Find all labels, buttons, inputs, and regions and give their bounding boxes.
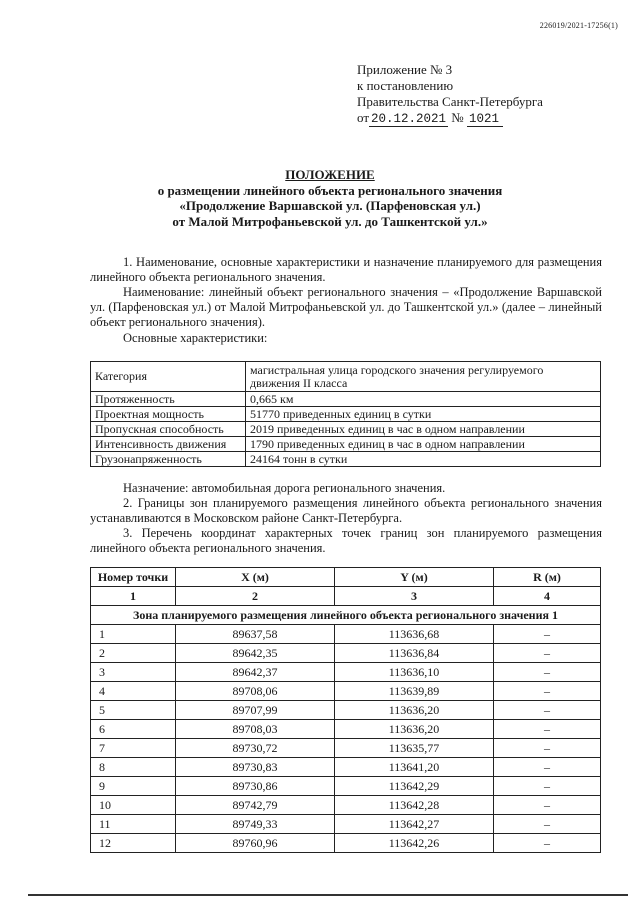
appendix-line-1: Приложение № 3 [357, 62, 453, 77]
coordinate-row [91, 796, 601, 815]
characteristic-label: Интенсивность движения [91, 437, 246, 452]
colnum-1: 1 [91, 587, 176, 606]
decree-number: 1021 [467, 112, 503, 127]
characteristics-label: Основные характеристики: [123, 331, 268, 345]
zone-row [91, 606, 601, 625]
y-value: 113635,77 [335, 739, 494, 758]
section-2-text: 2. Границы зон планируемого размещения линейного объекта регионального значения устанавливаются в Московском районе Санкт-Петербурга. [90, 496, 602, 525]
point-number: 2 [91, 644, 176, 663]
x-value: 89708,06 [176, 682, 335, 701]
characteristic-value: 24164 тонн в сутки [246, 452, 601, 467]
y-value: 113641,20 [335, 758, 494, 777]
y-value: 113636,20 [335, 701, 494, 720]
section-3-text: 3. Перечень координат характерных точек границ зон планируемого размещения линейного объекта регионального значения. [90, 526, 602, 555]
point-number: 5 [91, 701, 176, 720]
r-value: – [494, 815, 601, 834]
x-value: 89708,03 [176, 720, 335, 739]
y-value: 113642,26 [335, 834, 494, 853]
y-value: 113636,10 [335, 663, 494, 682]
r-value: – [494, 663, 601, 682]
coordinate-row [91, 834, 601, 853]
r-value: – [494, 625, 601, 644]
coordinate-row [91, 663, 601, 682]
x-value: 89749,33 [176, 815, 335, 834]
coordinates-table [90, 567, 601, 853]
point-number: 3 [91, 663, 176, 682]
date-prefix: от [357, 110, 370, 125]
coordinate-row [91, 682, 601, 701]
y-value: 113642,29 [335, 777, 494, 796]
title-line-3: от Малой Митрофаньевской ул. до Ташкентской ул.» [172, 213, 488, 229]
r-value: – [494, 739, 601, 758]
point-number: 11 [91, 815, 176, 834]
characteristic-row [91, 422, 601, 437]
page-bottom-rule [28, 894, 628, 896]
characteristic-label: Грузонапряженность [91, 452, 246, 467]
point-number: 1 [91, 625, 176, 644]
r-value: – [494, 777, 601, 796]
characteristic-value: 0,665 км [246, 392, 601, 407]
characteristic-label: Категория [91, 362, 246, 392]
x-value: 89707,99 [176, 701, 335, 720]
coords-header-row [91, 568, 601, 587]
r-value: – [494, 834, 601, 853]
characteristic-row [91, 407, 601, 422]
y-value: 113636,68 [335, 625, 494, 644]
point-number: 10 [91, 796, 176, 815]
x-value: 89642,37 [176, 663, 335, 682]
coordinate-row [91, 777, 601, 796]
number-prefix: № [451, 110, 464, 125]
characteristic-row [91, 452, 601, 467]
point-number: 9 [91, 777, 176, 796]
r-value: – [494, 758, 601, 777]
r-value: – [494, 701, 601, 720]
characteristics-table [90, 361, 601, 467]
x-value: 89642,35 [176, 644, 335, 663]
characteristic-row [91, 362, 601, 392]
name-paragraph: Наименование: линейный объект регионального значения – «Продолжение Варшавской ул. (Парфеновская ул.) от Малой Митрофаньевской ул. до Ташкентской ул.» (далее – линейный объект регионального значения). [90, 285, 602, 329]
r-value: – [494, 644, 601, 663]
x-value: 89760,96 [176, 834, 335, 853]
header-r: R (м) [494, 568, 601, 587]
coordinate-row [91, 625, 601, 644]
point-number: 4 [91, 682, 176, 701]
appendix-block [357, 62, 543, 127]
coordinate-row [91, 739, 601, 758]
header-y: Y (м) [335, 568, 494, 587]
characteristic-value: магистральная улица городского значения регулируемого движения II класса [246, 362, 601, 392]
appendix-date-line [357, 110, 543, 127]
r-value: – [494, 720, 601, 739]
coords-colnum-row [91, 587, 601, 606]
y-value: 113636,20 [335, 720, 494, 739]
coordinate-row [91, 720, 601, 739]
coordinate-row [91, 758, 601, 777]
title-line-1: о размещении линейного объекта регионального значения [157, 182, 503, 198]
characteristic-label: Пропускная способность [91, 422, 246, 437]
point-number: 12 [91, 834, 176, 853]
coordinate-row [91, 701, 601, 720]
point-number: 7 [91, 739, 176, 758]
purpose-paragraph: Назначение: автомобильная дорога регионального значения. [123, 481, 446, 495]
x-value: 89637,58 [176, 625, 335, 644]
x-value: 89730,72 [176, 739, 335, 758]
title-line-2: «Продолжение Варшавской ул. (Парфеновская ул.) [179, 198, 481, 213]
zone-title: Зона планируемого размещения линейного объекта регионального значения 1 [91, 606, 601, 625]
coordinate-row [91, 815, 601, 834]
y-value: 113642,28 [335, 796, 494, 815]
header-point-number: Номер точки [91, 568, 176, 587]
characteristic-label: Проектная мощность [91, 407, 246, 422]
point-number: 8 [91, 758, 176, 777]
document-title [80, 167, 580, 229]
characteristic-value: 1790 приведенных единиц в час в одном направлении [246, 437, 601, 452]
y-value: 113639,89 [335, 682, 494, 701]
title-heading: ПОЛОЖЕНИЕ [285, 167, 375, 182]
y-value: 113636,84 [335, 644, 494, 663]
characteristic-row [91, 392, 601, 407]
appendix-line-2: к постановлению [357, 78, 454, 93]
colnum-2: 2 [176, 587, 335, 606]
x-value: 89730,83 [176, 758, 335, 777]
document-number: 226019/2021-17256(1) [539, 21, 618, 30]
r-value: – [494, 796, 601, 815]
section-1-text: 1. Наименование, основные характеристики и назначение планируемого для размещения линейного объекта регионального значения. [90, 255, 602, 284]
y-value: 113642,27 [335, 815, 494, 834]
colnum-4: 4 [494, 587, 601, 606]
decree-date: 20.12.2021 [371, 112, 447, 126]
characteristic-value: 2019 приведенных единиц в час в одном направлении [246, 422, 601, 437]
appendix-line-3: Правительства Санкт-Петербурга [357, 94, 543, 109]
coordinate-row [91, 644, 601, 663]
header-x: X (м) [176, 568, 335, 587]
characteristic-label: Протяженность [91, 392, 246, 407]
x-value: 89742,79 [176, 796, 335, 815]
r-value: – [494, 682, 601, 701]
characteristic-value: 51770 приведенных единиц в сутки [246, 407, 601, 422]
x-value: 89730,86 [176, 777, 335, 796]
characteristic-row [91, 437, 601, 452]
point-number: 6 [91, 720, 176, 739]
colnum-3: 3 [335, 587, 494, 606]
